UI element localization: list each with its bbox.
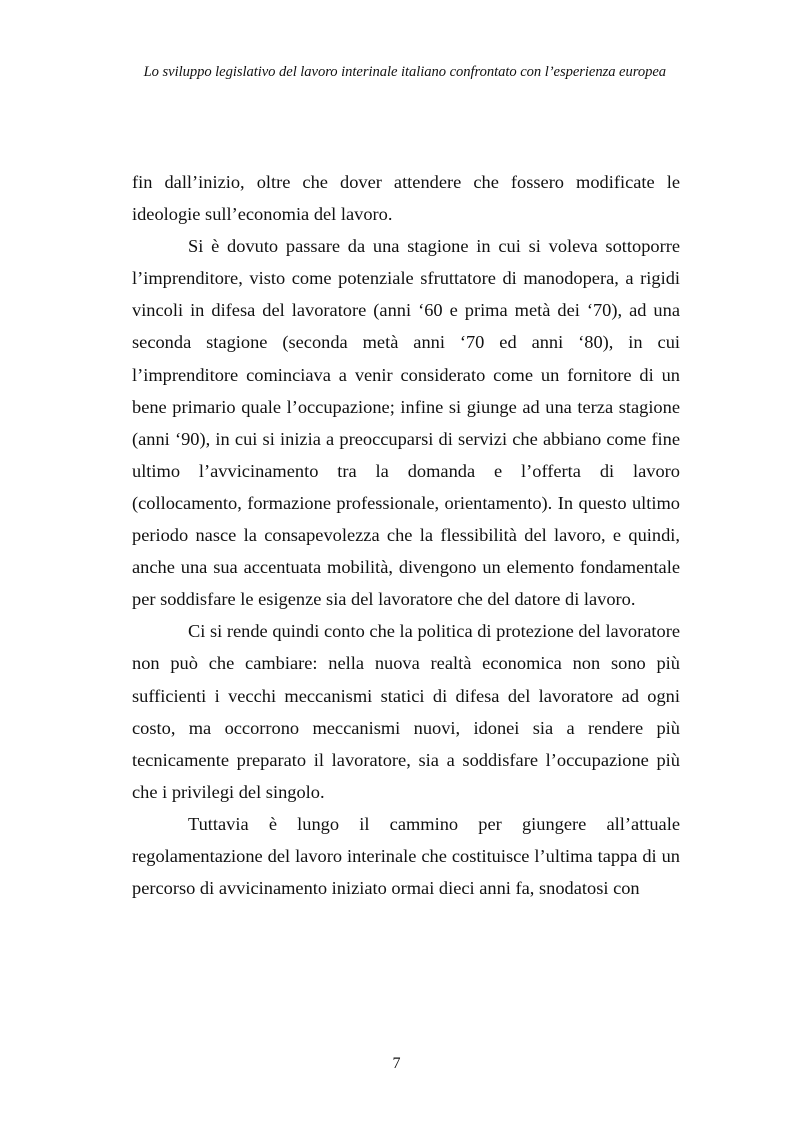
paragraph-continuation: fin dall’inizio, oltre che dover attendere che fossero modificate le ideologie sull’economia del lavoro. [132, 172, 680, 225]
running-header: Lo sviluppo legislativo del lavoro interinale italiano confrontato con l’esperienza europea [143, 64, 666, 80]
paragraph-protezione: Ci si rende quindi conto che la politica di protezione del lavoratore non può che cambiare: nella nuova realtà economica non sono più sufficienti i vecchi meccanismi statici di difesa del lavoratore ad ogni costo, ma occorrono meccanismi nuovi, idonei sia a rendere più tecnicamente preparato il lavoratore, sia a soddisfare l’occupazione più che i privilegi del singolo. [132, 621, 680, 802]
paragraph-stagioni: Si è dovuto passare da una stagione in cui si voleva sottoporre l’imprenditore, visto come potenziale sfruttatore di manodopera, a rigidi vincoli in difesa del lavoratore (anni ‘60 e prima metà dei ‘70), ad una seconda stagione (seconda metà anni ‘70 ed anni ‘80), in cui l’imprenditore cominciava a venir considerato come un fornitore di un bene primario quale l’occupazione; infine si giunge ad una terza stagione (anni ‘90), in cui si inizia a preoccuparsi di servizi che abbiano come fine ultimo l’avvicinamento tra la domanda e l’offerta di lavoro (collocamento, formazione professionale, orientamento). In questo ultimo periodo nasce la consapevolezza che la flessibilità del lavoro, e quindi, anche una sua accentuata mobilità, divengono un elemento fondamentale per soddisfare le esigenze sia del lavoratore che del datore di lavoro. [132, 236, 680, 610]
page-number: 7 [392, 1055, 401, 1072]
paragraph-cammino: Tuttavia è lungo il cammino per giungere all’attuale regolamentazione del lavoro interinale che costituisce l’ultima tappa di un percorso di avvicinamento iniziato ormai dieci anni fa, snodatosi con [132, 813, 680, 899]
body-text [132, 166, 680, 904]
